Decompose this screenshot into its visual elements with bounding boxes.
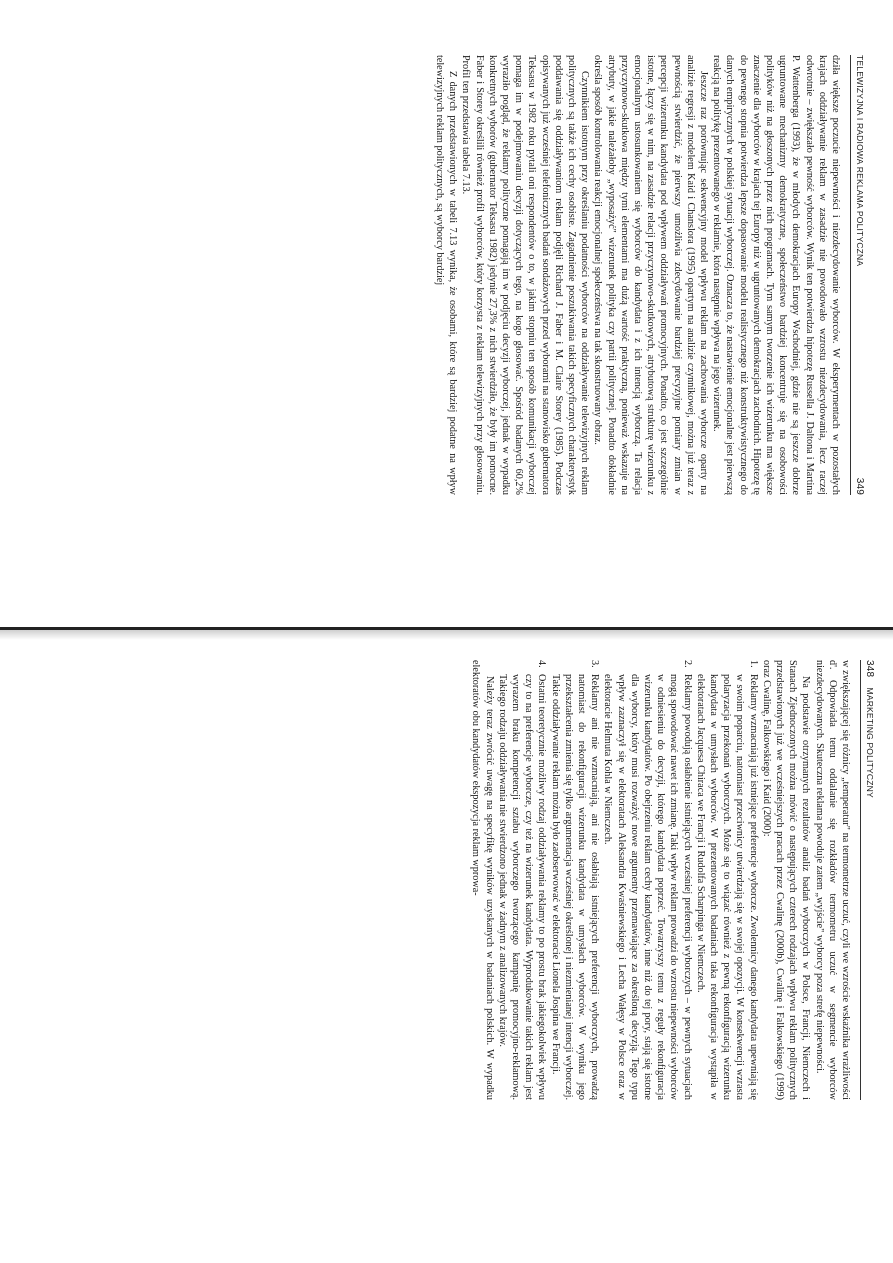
page-348 [125,660,875,1100]
list-number: 4. [536,660,548,668]
paragraph: w zwiększającej się różnicy „temperatur" na termometrze uczuć, czyli we wzroście wskaźnika wrażliwości d'. Odpowiada temu oddalanie się rozkładów termometru uczuć w segmencie wyborców niezdecydowanych. Skuteczna reklama powoduje zatem „wyjście" wyborcy poza strefę niepewności. [813,660,851,1100]
list-text: Reklamy wzmacniają już istniejące preferencje wyborcze. Zwolennicy danego kandydata upewniają się w swoim poparciu, natomiast przeciwnicy utwierdzają się w swojej opozycji. W konsekwencji wzrasta polaryzacja przekonań wyborczych. Może się to wiązać również z pewną rekonfiguracją wizerunku kandydata w umysłach wyborców. W prezentowanych badaniach taka rekonfiguracja wystąpiła w elektoratach Jacquesa Chiraca we Francji i Rudolfa Scharpinga w Niemczech. [694,674,759,1100]
paragraph: Na podstawie otrzymanych rezultatów analiz badań wyborczych w Polsce, Francji, Niemczech i Stanach Zjednoczonych można mówić o następujących czterech rodzajach wpływu reklam politycznych przedstawionych już we wcześniejszych pracach przez Cwalinę (2000b), Cwalinę i Falkowskiego (1999) oraz Cwalinę, Falkowskiego i Kaid (2000): [760,660,812,1100]
body-text [469,660,852,1100]
running-head [860,660,875,1100]
list-item [694,660,760,1100]
paragraph: dziła większe poczucie niepewności i niezdecydowanie wyborców. W eksperymentach w pozostałych krajach oddziaływanie reklam w zasadzie nie powodowało wzrostu niezdecydowania, lecz raczej odwrotnie – zwiększało pewność wyborców. Wynik ten potwierdza hipotezę Russella J. Daltona i Martina P. Wattenberga (1993), że w młodych demokracjach Europy Wschodniej, gdzie nie są jeszcze dobrze ugruntowane mechanizmy demokratyczne, społeczeństwo bardziej koncentruje się na osobowości polityków niż na głoszonych przez nich programach. Tym samym tworzenie ich wizerunku ma większe znaczenie dla wyborców w krajach tej Europy niż w ugruntowanych demokracjach zachodnich. Hipotezę tę do pewnego stopnia potwierdza lepsze dopasowanie modelu realistycznego niż konstruktywistycznego do danych empirycznych w polskiej sytuacji wyborczej. Oznacza to, że nastawienie emocjonalne jest pierwszą reakcją na politykę prezentowanego w reklamie, która następnie wpływa na jego wizerunek. [711,55,841,495]
list-item [601,660,693,1100]
list-text: Ostatni teoretycznie możliwy rodzaj oddziaływania reklamy to po prostu brak jakiegokolwiek wpływu czy to na preferencje wyborcze, czy też na wizerunek kandydata. Wyprodukowanie takich reklam jest wyrazem braku kompetencji sztabu wyborczego tworzącego kampanię promocyjno-reklamową. Takiego rodzaju oddziaływania nie stwierdzono jednak w żadnym z analizowanych krajów. [496,674,548,1100]
paragraph: Jeszcze raz porównując sekwencyjny model wpływu reklam na zachowania wyborcze oparty na analizie regresji z modelem Kaid i Chanslora (1995) opartym na analizie czynnikowej, można już teraz z pewnością stwierdzić, że pierwszy umożliwia zdecydowanie bardziej precyzyjne pomiary zmian w percepcji wizerunku kandydata pod wpływem oddziaływań promocyjnych. Ponadto, co jest szczególnie istotne, łączy się w nim, na zasadzie relacji przyczynowo-skutkowych, atrybutową strukturę wizerunku z emocjonalnym ustosunkowaniem się wyborców do kandydata i z ich intencją wyborczą. Ta relacja przyczynowo-skutkowa między tymi elementami ma dużą wartość praktyczną, ponieważ wskazuje na atrybuty, w jakie należałoby „wyposażyć" wizerunek polityka czy partii politycznej. Ponadto dokładnie określa sposób kontrolowania reakcji emocjonalnej społeczeństwa na tak skonstruowany obraz. [592,55,709,495]
running-head [850,55,865,495]
list-text: Reklamy powodują osłabienie istniejących wcześniej preferencji wyborczych – w pewnych sytuacjach mogą spowodować nawet ich zmianę. Taki wpływ reklam prowadzi do wzrostu niepewności wyborców w odniesieniu do decyzji, którego kandydata poprzeć. Towarzyszy temu z reguły rekonfiguracja wizerunku kandydatów. Po obejrzeniu reklam cechy kandydatów, inne niż do tej pory, stają się istotne dla wyborcy, który musi rozważyć nowe argumenty przemawiające za określoną decyzją. Tego typu wpływ zaznaczył się w elektoratach Aleksandra Kwaśniewskiego i Lecha Wałęsy w Polsce oraz w elektoracie Helmuta Kohla w Niemczech. [602,674,693,1100]
running-head-title: MARKETING POLITYCZNY [865,687,875,798]
numbered-list [496,660,760,1100]
list-number: 2. [681,660,693,668]
running-head-title: TELEWIZYJNA I RADIOWA REKLAMA POLITYCZNA [855,55,865,267]
paragraph: Z danych przedstawionych w tabeli 7.13 wynika, że osobami, które są bardziej podatne na wpływ telewizyjnych reklam politycznych, są wyborcy bardziej [433,55,459,495]
paragraph: Należy teraz zwrócić uwagę na specyfikę wyników uzyskanych w badaniach polskich. W wypadku elektoratów obu kandydatów ekspozycja reklam wprowa- [470,660,495,1100]
page-number: 349 [854,477,865,495]
paragraph: Czynnikiem istotnym przy określaniu podatności wyborców na oddziaływanie telewizyjnych reklam politycznych są także ich cechy osobiste. Zagadnienie poszukiwania takich specyficznych charakterystyk poddawania się oddziaływaniom reklam podjęli Richard J. Faber i M. Claire Storey (1985). Podczas opisywanych już wcześniej telefonicznych badań sondażowych przed wyborami na stanowisko gubernatora Teksasu w 1982 roku pytali oni respondentów o to, w jakim stopniu ten sposób komunikacji wyborczej pomaga im w podejmowaniu decyzji dotyczących tego, na kogo głosować. Spośród badanych 60,2% wyraziło pogląd, że reklamy polityczne pomagają im w podjęciu decyzji wyborczej, jednak w wypadku konkretnych wyborów (gubernator Teksasu 1982) jedynie 27,3% z nich stwierdziło, że były im pomocne. Faber i Storey określili również profil wyborców, który korzysta z reklam telewizyjnych przy głosowaniu. Profil ten przedstawia tabela 7.13. [460,55,591,495]
spine-shadow [0,630,893,640]
list-number: 3. [589,660,601,668]
list-text: Reklamy ani nie wzmacniają, ani nie osłabiają istniejących preferencji wyborczych, prowadzą natomiast do rekonfiguracji wizerunku kandydata w umysłach wyborców. W wyniku jego przekształcenia zmienia się tylko argumentacja wcześniej określonej i niezmienianej intencji wyborczej. Takie oddziaływanie reklam można było zaobserwować w elektoracie Lionela Jospina we Francji. [549,674,601,1100]
running-head-left [864,660,875,798]
list-item [496,660,549,1100]
page-number: 348 [864,660,875,678]
list-number: 1. [747,660,759,668]
body-text [433,55,842,495]
list-item [548,660,601,1100]
page-349 [115,55,865,495]
